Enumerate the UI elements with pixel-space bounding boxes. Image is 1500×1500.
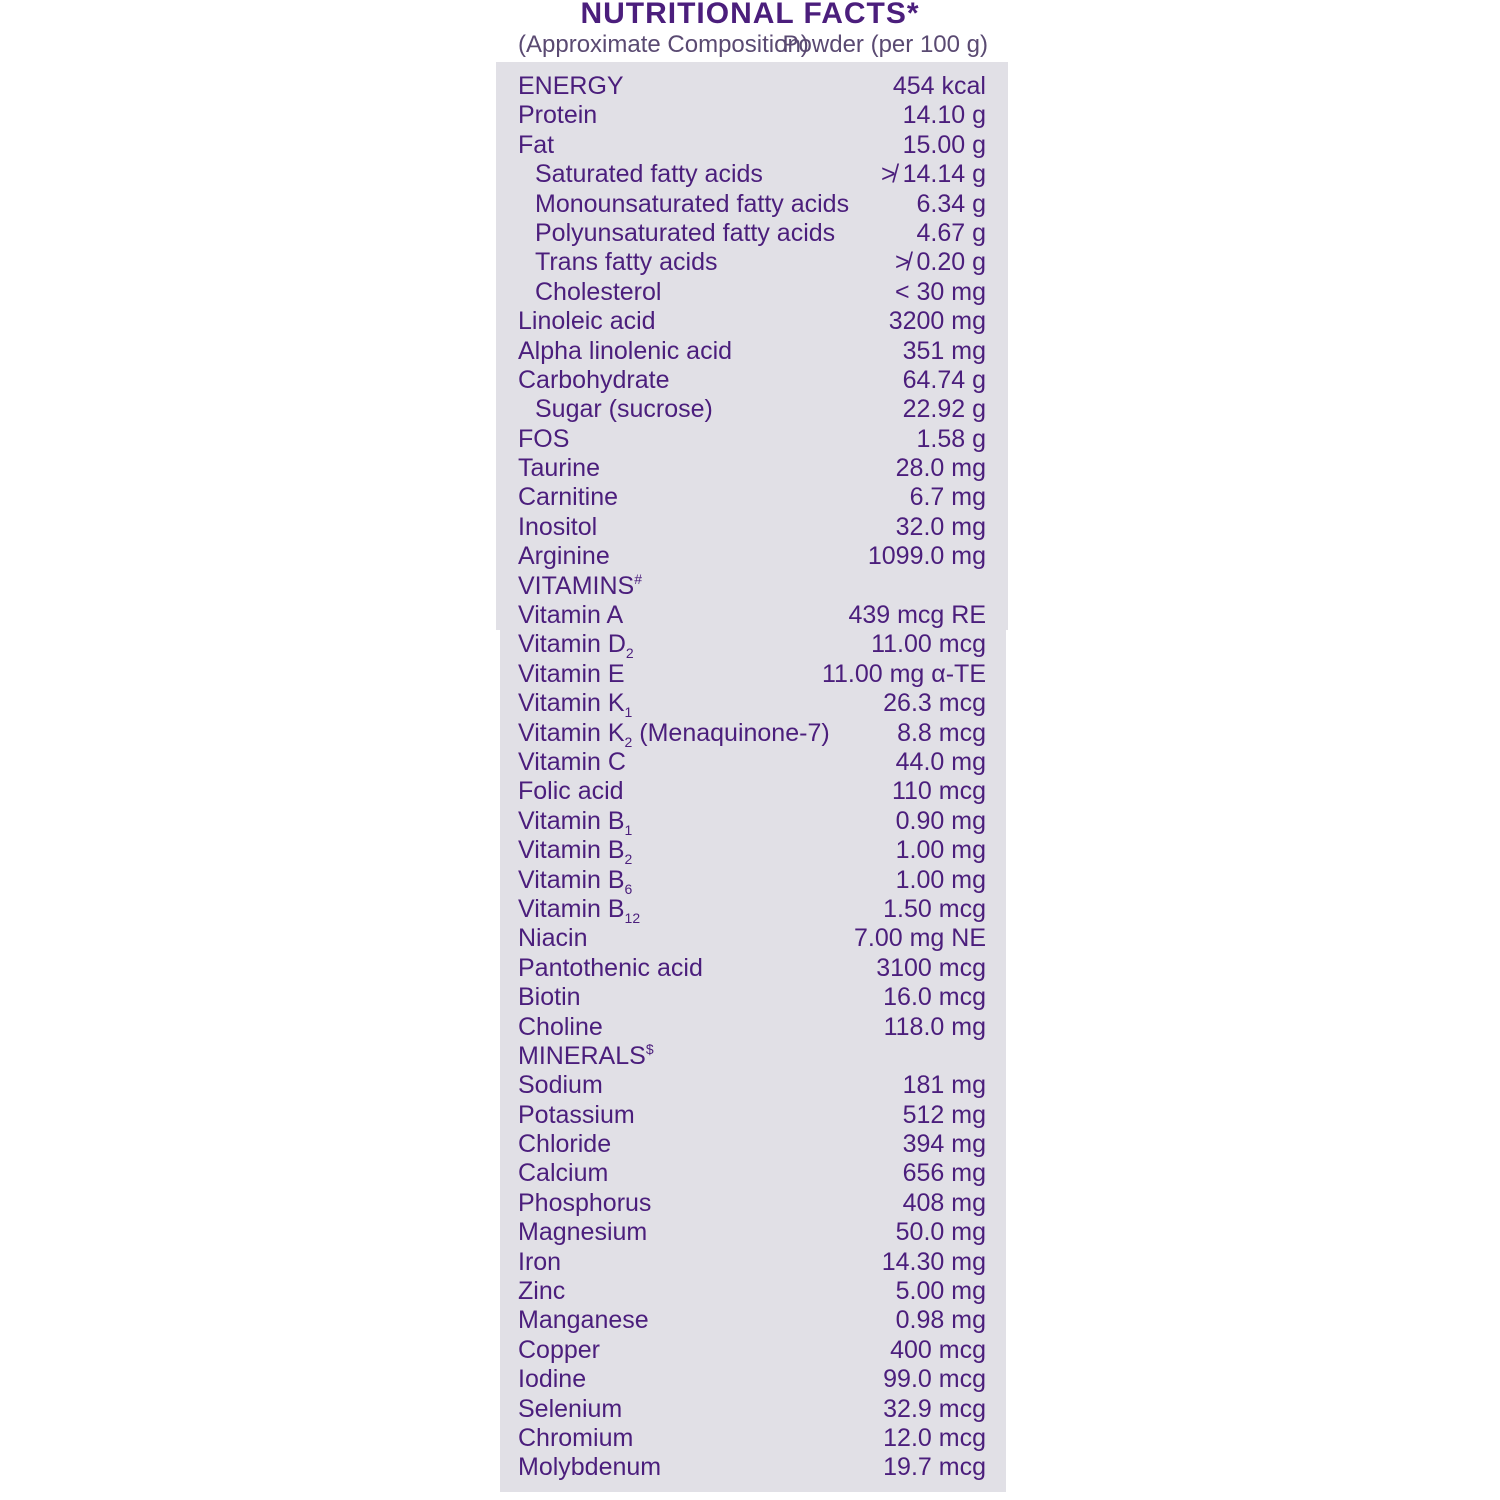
nutrient-label-text: Trans fatty acids [535,248,718,277]
nutrient-value: 6.7 mg [909,483,986,512]
nutrient-row [518,278,988,307]
nutrient-label [518,454,600,483]
nutrient-value: 512 mg [902,1100,986,1129]
nutrient-row [518,1218,988,1247]
nutrient-label-text: Selenium [518,1394,623,1423]
nutrient-label-text: Sodium [518,1071,603,1100]
nutrient-value: ≯ 14.14 g [881,160,986,189]
nutrient-row [518,689,988,721]
nutrient-label [518,72,624,101]
nutrient-row [518,983,988,1012]
nutrient-value: 3200 mg [888,307,986,336]
nutrient-label [518,777,624,806]
nutrient-label [518,1248,561,1277]
nutrient-label [518,1130,611,1159]
nutrient-label-text: FOS [518,424,570,453]
nutrient-row [518,1101,988,1130]
nutrient-label-text: Sugar (sucrose) [535,395,713,424]
nutrient-label-text: Zinc [518,1277,566,1306]
nutrient-label-text: Vitamin K [518,689,625,718]
nutrient-row [518,748,988,777]
subheader [518,30,988,60]
nutrient-value: 439 mcg RE [848,601,986,630]
nutrient-label-text: Potassium [518,1100,635,1129]
nutrient-label-text: Vitamin K [518,718,625,747]
nutrient-value: 118.0 mg [883,1012,986,1041]
nutrient-label-text: Biotin [518,983,581,1012]
nutrient-label [535,190,849,219]
nutrient-value: 1.00 mg [895,865,986,894]
label-subscript: 12 [624,909,641,926]
nutrient-row [518,601,988,630]
nutrient-value: 394 mg [902,1130,986,1159]
nutrient-value: 16.0 mcg [883,983,986,1012]
nutrient-value: 14.30 mg [881,1247,986,1276]
nutrient-value: 400 mcg [890,1335,986,1364]
nutrient-row [518,1159,988,1188]
nutrient-label [518,366,669,395]
nutrient-value: 44.0 mg [895,747,986,776]
nutrient-value: 181 mg [902,1071,986,1100]
nutrient-value: 64.74 g [902,365,986,394]
nutrient-label-text: Vitamin B [518,836,625,865]
nutrient-label-text: Vitamin B [518,894,625,923]
nutrient-value: 110 mcg [891,777,986,806]
nutrient-label [518,748,626,777]
nutrient-label [518,1336,600,1365]
nutrient-value: 11.00 mcg [871,630,986,659]
nutrient-value: 32.9 mcg [883,1394,986,1423]
label-subscript: 2 [624,733,633,750]
label-subscript: 1 [624,821,633,838]
nutrient-value: 26.3 mcg [883,689,986,718]
nutrient-label [518,601,623,630]
nutrient-label [518,1101,635,1130]
nutrient-label [518,307,656,336]
nutrient-value: 32.0 mg [895,512,986,541]
nutrient-value: 3100 mcg [876,953,986,982]
nutrient-label [518,1424,633,1453]
nutrient-value: 15.00 g [902,130,986,159]
nutrient-label-text: Iron [518,1247,562,1276]
nutrient-row [518,425,988,454]
nutrient-label [518,1218,647,1247]
section-heading [518,572,988,601]
nutrient-row [518,395,988,424]
nutrient-value: 1099.0 mg [867,542,986,571]
nutrient-row [518,630,988,662]
nutrient-label-text: Taurine [518,454,600,483]
nutrient-value: 11.00 mg α-TE [821,659,986,688]
nutrient-label-text: VITAMINS [518,571,635,600]
nutrient-label-text: Molybdenum [518,1453,662,1482]
nutrient-value: 656 mg [902,1159,986,1188]
nutrient-label-text: Vitamin B [518,865,625,894]
nutrient-row [518,101,988,130]
nutrient-label [535,278,661,307]
nutrient-value: 1.50 mcg [883,894,986,923]
nutrient-label [518,1453,661,1482]
nutrient-row [518,542,988,571]
nutrient-value: 8.8 mcg [897,718,986,747]
nutrient-row [518,513,988,542]
nutrient-row [518,924,988,953]
nutrient-value: 408 mg [902,1188,986,1217]
nutrient-label-text: Folic acid [518,777,624,806]
nutrient-label [518,131,554,160]
nutrient-label [518,337,732,366]
nutrient-row [518,307,988,336]
nutrient-value: 7.00 mg NE [853,924,986,953]
nutrient-label-text: MINERALS [518,1041,646,1070]
nutrient-label-text: Phosphorus [518,1188,652,1217]
nutrient-label-text: ENERGY [518,72,624,100]
label-subscript: 1 [624,704,633,721]
nutrient-label [518,513,597,542]
nutrient-label-text: Monounsaturated fatty acids [535,189,850,218]
nutrient-label [518,1365,586,1394]
nutrient-label-text: Vitamin D [518,630,626,659]
nutrient-value: 5.00 mg [895,1277,986,1306]
nutrient-label [518,1395,622,1424]
nutrient-row [518,1453,988,1482]
nutrient-label [518,983,581,1012]
nutrient-label [518,866,632,895]
nutrient-label [518,924,587,953]
nutrient-label [518,689,633,721]
nutrient-label [535,248,717,277]
nutrient-label-text: Polyunsaturated fatty acids [535,218,836,247]
page-title: NUTRITIONAL FACTS* [580,0,920,30]
nutrient-label [518,836,633,868]
nutrient-label [518,660,625,689]
nutrient-value: 99.0 mcg [883,1365,986,1394]
nutrient-label-text: Niacin [518,924,588,953]
nutrient-row [518,719,988,748]
nutrient-label-text: Vitamin A [518,601,624,630]
nutrient-value: ≯ 0.20 g [894,248,986,277]
nutrient-label [518,1189,651,1218]
nutrient-row [518,954,988,983]
nutrient-label-text: Alpha linolenic acid [518,336,733,365]
nutrient-label [518,719,830,748]
nutrient-value: 351 mg [902,336,986,365]
nutrient-row [518,72,988,101]
label-suffix: (Menaquinone-7) [632,718,830,747]
nutrient-label-text: Manganese [518,1306,649,1335]
nutrient-label [518,1277,565,1306]
nutrient-row [518,131,988,160]
nutrient-label-text: Protein [518,101,598,130]
nutrient-label-text: Vitamin B [518,806,625,835]
nutrient-value: < 30 mg [894,277,986,306]
nutrient-label [518,101,597,130]
nutrient-row [518,337,988,366]
nutrient-value: 0.98 mg [895,1306,986,1335]
nutrient-label [518,1042,654,1071]
nutrient-label [535,219,835,248]
composition-note: (Approximate Composition) [518,31,809,58]
nutrient-label-text: Vitamin E [518,659,625,688]
label-superscript: $ [645,1040,654,1057]
nutrient-label-text: Calcium [518,1159,609,1188]
serving-basis: Powder (per 100 g) [782,31,988,58]
nutrient-label-text: Fat [518,130,555,159]
nutrient-row [518,190,988,219]
nutrient-row [518,454,988,483]
nutrient-label [518,1306,649,1335]
nutrient-label-text: Vitamin C [518,747,626,776]
nutrient-row [518,1071,988,1100]
nutrient-row [518,219,988,248]
nutrient-row [518,1013,988,1042]
nutrient-value: 1.00 mg [895,836,986,865]
nutrient-value: 50.0 mg [895,1218,986,1247]
nutrient-label-text: Arginine [518,542,610,571]
nutrient-label [518,572,642,601]
nutrient-label-text: Linoleic acid [518,307,656,336]
nutrient-row [518,160,988,189]
nutrient-row [518,366,988,395]
nutrient-value: 4.67 g [916,218,986,247]
nutrient-label-text: Pantothenic acid [518,953,703,982]
nutrient-value: 1.58 g [916,424,986,453]
nutrient-label [518,630,634,662]
nutrient-label [535,160,763,189]
nutrient-label-text: Choline [518,1012,603,1041]
nutrient-label [518,425,569,454]
nutrient-value: 454 kcal [892,72,986,100]
nutrient-row [518,807,988,836]
nutrient-label [518,483,618,512]
nutrient-label-text: Chloride [518,1130,612,1159]
nutrient-row [518,660,988,689]
nutrient-row [518,1189,988,1218]
nutrient-row [518,1277,988,1306]
nutrient-row [518,777,988,806]
nutrient-label-text: Inositol [518,512,598,541]
nutrient-value: 14.10 g [902,101,986,130]
nutrient-row [518,1336,988,1365]
nutrient-label [535,395,713,424]
label-subscript: 2 [624,851,633,868]
nutrient-row [518,1306,988,1335]
nutrient-value: 12.0 mcg [883,1423,986,1452]
nutrient-value: 0.90 mg [895,806,986,835]
label-superscript: # [634,570,643,587]
nutrient-label-text: Iodine [518,1365,587,1394]
nutrient-label [518,954,703,983]
nutrient-label [518,542,610,571]
nutrient-row [518,483,988,512]
nutrient-label-text: Copper [518,1335,600,1364]
nutrient-label-text: Saturated fatty acids [535,160,763,189]
nutrient-label [518,1159,608,1188]
nutrient-value: 6.34 g [916,189,986,218]
nutrient-row [518,866,988,895]
nutrient-label-text: Carbohydrate [518,365,670,394]
nutrient-value: 22.92 g [902,395,986,424]
nutrient-label [518,895,640,924]
nutrient-label-text: Chromium [518,1423,634,1452]
nutrient-label [518,1013,603,1042]
label-subscript: 2 [625,645,634,662]
label-subscript: 6 [624,880,633,897]
nutrient-row [518,1248,988,1277]
nutrient-label-text: Carnitine [518,483,619,512]
nutrient-row [518,1130,988,1159]
nutrient-label-text: Magnesium [518,1218,648,1247]
nutrient-row [518,1395,988,1424]
nutrient-value: 28.0 mg [895,454,986,483]
nutrient-list [518,72,988,1483]
nutrient-label [518,807,632,836]
nutrient-label-text: Cholesterol [535,277,662,306]
nutrient-row [518,1424,988,1453]
section-heading [518,1042,988,1071]
nutrient-row [518,836,988,868]
nutrient-label [518,1071,603,1100]
nutrient-row [518,895,988,924]
nutrient-row [518,248,988,277]
nutrient-row [518,1365,988,1394]
nutrient-value: 19.7 mcg [883,1453,986,1482]
